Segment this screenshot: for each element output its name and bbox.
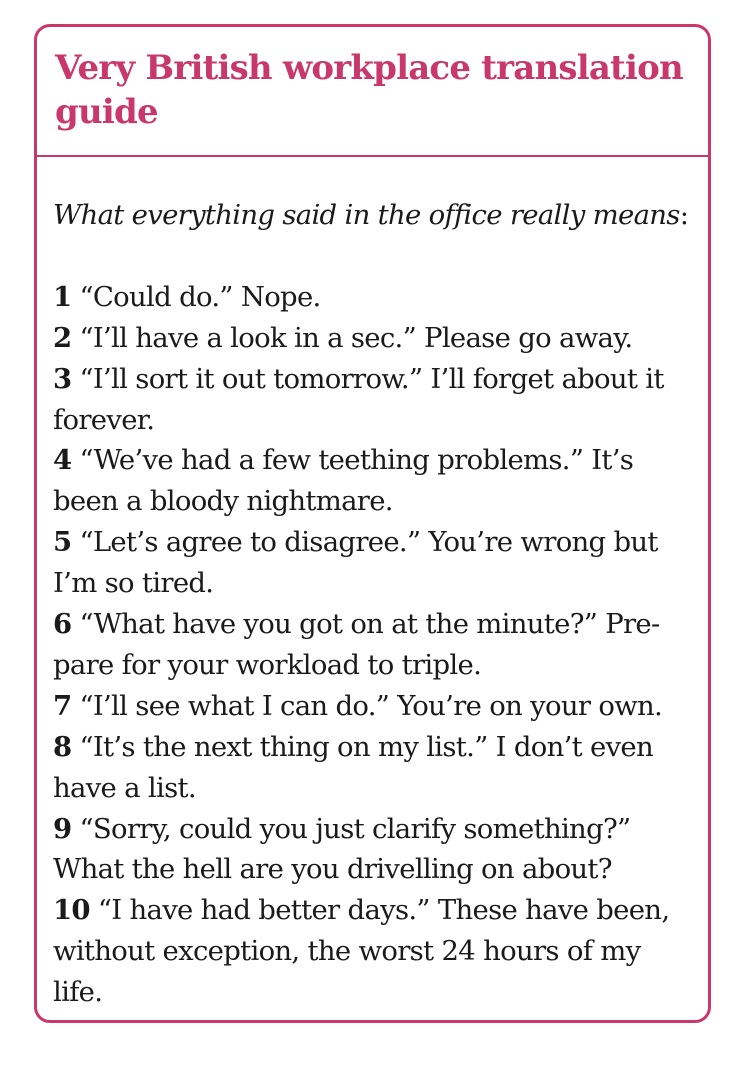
item-meaning: You’re wrong but I’m so tired. bbox=[53, 526, 658, 600]
card-header bbox=[37, 27, 708, 157]
item-phrase: “Could do.” bbox=[79, 280, 233, 313]
item-number: 5 bbox=[53, 526, 72, 559]
item-number: 7 bbox=[53, 689, 72, 722]
item-number: 2 bbox=[53, 321, 72, 354]
list-item bbox=[53, 604, 692, 686]
item-number: 10 bbox=[53, 894, 90, 927]
page-title: Very British workplace translation guide bbox=[55, 48, 683, 132]
intro-label: What everything said in the office really means bbox=[53, 199, 680, 231]
list-item bbox=[53, 522, 692, 604]
card-body bbox=[37, 157, 708, 1013]
item-meaning: These have been, without exception, the worst 24 hours of my life. bbox=[53, 894, 670, 1009]
item-meaning: Nope. bbox=[240, 280, 321, 313]
list-item bbox=[53, 686, 692, 727]
item-phrase: “I’ll see what I can do.” bbox=[79, 689, 390, 722]
translation-guide-card bbox=[34, 24, 711, 1023]
item-number: 3 bbox=[53, 362, 72, 395]
item-phrase: “I’ll have a look in a sec.” bbox=[79, 321, 416, 354]
item-meaning: I don’t even have a list. bbox=[53, 730, 654, 804]
item-meaning: You’re on your own. bbox=[397, 689, 663, 722]
item-phrase: “It’s the next thing on my list.” bbox=[79, 730, 488, 763]
translation-list bbox=[53, 277, 692, 1013]
list-item bbox=[53, 440, 692, 522]
item-phrase: “Let’s agree to disagree.” bbox=[79, 526, 421, 559]
item-phrase: “Sorry, could you just clarify something?” bbox=[79, 812, 631, 845]
item-meaning: It’s been a bloody nightmare. bbox=[53, 444, 634, 518]
item-meaning: I’ll forget about it forever. bbox=[53, 362, 664, 436]
item-phrase: “We’ve had a few teething problems.” bbox=[79, 444, 584, 477]
item-meaning: Pre-pare for your workload to triple. bbox=[53, 608, 660, 681]
item-number: 4 bbox=[53, 444, 72, 477]
item-number: 9 bbox=[53, 812, 72, 845]
item-meaning: What the hell are you drivelling on about? bbox=[53, 853, 612, 886]
item-phrase: “What have you got on at the minute?” bbox=[79, 608, 598, 641]
list-item bbox=[53, 809, 692, 891]
intro-text bbox=[53, 195, 692, 236]
item-meaning: Please go away. bbox=[424, 321, 633, 354]
list-item bbox=[53, 277, 692, 318]
item-phrase: “I have had better days.” bbox=[97, 894, 430, 927]
list-item bbox=[53, 890, 692, 1013]
intro-colon: : bbox=[679, 199, 689, 231]
item-number: 6 bbox=[53, 608, 72, 641]
item-number: 8 bbox=[53, 730, 72, 763]
list-item bbox=[53, 318, 692, 359]
item-phrase: “I’ll sort it out tomorrow.” bbox=[79, 362, 423, 395]
list-item bbox=[53, 359, 692, 441]
item-number: 1 bbox=[53, 280, 72, 313]
list-item bbox=[53, 727, 692, 809]
